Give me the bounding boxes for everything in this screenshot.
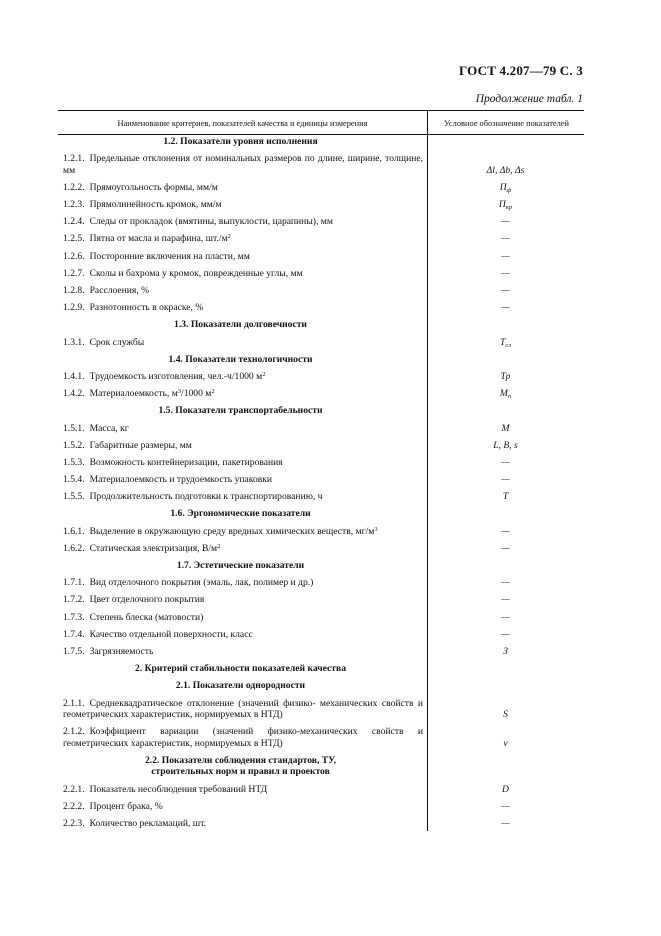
criterion-cell [58,629,427,641]
symbol-cell [427,233,584,245]
item-text: Прямоугольность формы, мм/м [89,181,218,193]
symbol-text: — [501,302,510,314]
symbol-text: S [503,709,508,720]
section-heading-row [58,319,584,331]
criterion-cell [58,543,427,555]
symbol-text: D [502,783,509,795]
table-row [58,612,584,624]
symbol-text: — [501,525,510,537]
item-number: 1.2.2. [63,181,85,193]
criterion-cell [58,784,427,796]
criterion-cell [58,302,427,314]
item-text: Разнотонность в окраске, % [89,302,204,314]
item-number: 1.2.4. [63,216,85,228]
table-top-rule [58,110,584,111]
criterion-cell [58,371,427,383]
item-text: Степень блеска (матовости) [89,611,204,623]
criterion-cell [58,457,427,469]
section-title-text: 1.5. Показатели транспортабельности [158,405,323,417]
section-title [58,136,427,148]
table-body [58,136,584,835]
symbol-text: М [501,422,510,434]
symbol-text: — [501,456,510,468]
symbol-cell [427,216,584,228]
symbol-cell [427,182,584,194]
item-text: Предельные отклонения от номинальных размеров по длине, ширине, толщине, мм [63,153,423,176]
symbol-text: Тр [500,370,511,382]
section-title [58,560,427,572]
criterion-cell [58,594,427,606]
table-row [58,153,584,176]
table-row [58,199,584,211]
section-heading-row [58,755,584,778]
item-text: Качество отдельной поверхности, класс [89,628,253,640]
table-row [58,784,584,796]
criterion-cell [58,612,427,624]
symbol-cell [427,577,584,589]
item-text: Расслоения, % [89,285,150,296]
table-row [58,337,584,349]
item-text: Возможность контейнеризации, пакетирования [89,456,283,468]
page-title: ГОСТ 4.207—79 С. 3 [458,63,583,78]
symbol-text: — [501,285,510,296]
symbol-cell [427,543,584,555]
symbol-cell [427,801,584,813]
criterion-cell [58,526,427,538]
table-row [58,216,584,228]
section-title-text: 1.7. Эстетические показатели [176,560,305,571]
symbol-cell [427,646,584,658]
item-number: 2.1.2. [63,726,85,738]
item-number: 1.5.1. [63,422,85,434]
section-title-text: 1.4. Показатели технологичности [168,353,313,365]
symbol-cell [427,784,584,796]
section-title-text: 2.2. Показатели соблюдения стандартов, ТУ, [144,754,337,766]
table-continuation-label: Продолжение табл. 1 [475,93,583,105]
item-text: Материалоемкость и трудоемкость упаковки [89,474,273,486]
item-number: 1.6.1. [63,525,85,537]
criterion-cell [58,818,427,830]
item-text: Прямолинейность кромок, мм/м [89,199,222,211]
section-heading-row [58,663,584,675]
item-text: Показатель несоблюдения требований НТД [89,783,268,795]
criterion-cell [58,216,427,228]
symbol-cell [427,268,584,280]
item-text: Материалоемкость, м [89,388,178,400]
table-row [58,474,584,486]
item-text: Трудоемкость изготовления, чел.-ч/1000 м [89,370,263,382]
item-number: 1.2.8. [63,285,85,296]
item-number: 2.2.2. [63,800,85,812]
item-number: 1.5.4. [63,474,85,486]
criterion-cell [58,285,427,297]
item-text: Срок службы [89,336,145,348]
table-row [58,594,584,606]
table-row [58,726,584,749]
item-number: 1.5.5. [63,491,85,503]
item-text: Процент брака, % [89,800,163,812]
symbol-text: — [501,233,510,245]
criterion-cell [58,268,427,280]
item-text: Количество рекламаций, шт. [89,817,207,829]
criterion-cell [58,199,427,211]
table-header-rule [58,134,584,135]
column-header-symbol: Условное обозначение показателей [444,119,569,128]
item-number: 1.5.3. [63,456,85,468]
symbol-cell [427,302,584,314]
symbol-text: — [501,817,510,829]
item-text: Пятна от масла и парафина, шт./м [89,233,228,245]
section-title [58,680,427,692]
symbol-cell [427,629,584,641]
section-title-text: 2. Критерий стабильности показателей качества [134,663,347,675]
symbol-text: Т [499,336,506,348]
criterion-cell [58,233,427,245]
item-text: Следы от прокладок (вмятины, выпуклости, царапины), мм [89,216,333,228]
item-text: Коэффициент вариации (значений физико-механических свойств и геометрических характеристик, нормируемых в НТД) [63,726,423,749]
item-number: 1.3.1. [63,336,85,348]
item-number: 1.2.7. [63,267,85,279]
section-title-text: 2.1. Показатели однородности [175,680,306,692]
unit-exponent: 2 [217,542,221,550]
symbol-text: — [501,800,510,812]
table-row [58,440,584,452]
item-text: Загрязняемость [89,645,154,657]
symbol-cell [427,474,584,486]
symbol-cell [427,491,584,503]
section-heading-row [58,354,584,366]
symbol-text: П [499,181,507,193]
section-title [58,354,427,366]
item-number: 1.2.9. [63,302,85,314]
item-number: 1.2.1. [63,153,85,165]
section-heading-row [58,405,584,417]
item-text: Габаритные размеры, мм [89,439,192,451]
item-number: 1.5.2. [63,439,85,451]
item-number: 1.6.2. [63,542,85,554]
item-text: Статическая электризация, В/м [89,542,218,554]
item-number: 1.2.6. [63,250,85,262]
criterion-cell [58,474,427,486]
table-row [58,388,584,400]
section-title-text: 1.6. Эргономические показатели [170,508,311,520]
symbol-cell [427,818,584,830]
symbol-cell [427,337,584,349]
symbol-cell [427,371,584,383]
symbol-cell [427,738,584,750]
table-row [58,543,584,555]
section-title [58,755,427,778]
table-row [58,371,584,383]
criterion-cell [58,577,427,589]
item-number: 1.2.5. [63,233,85,245]
section-heading-row [58,680,584,692]
criterion-cell [58,646,427,658]
symbol-subscript: кр [505,204,513,212]
item-text: Вид отделочного покрытия (эмаль, лак, полимер и др.) [89,577,314,589]
item-number: 2.1.1. [63,697,85,709]
symbol-text: — [501,267,510,279]
table-row [58,577,584,589]
symbol-cell [427,457,584,469]
table-row [58,698,584,721]
item-number: 2.2.3. [63,817,85,829]
item-text: Выделение в окружающую среду вредных химических веществ, мг/м [89,525,375,537]
table-row [58,646,584,658]
section-title-text-line2: строительных норм и правил и проектов [151,766,330,778]
table-row [58,818,584,830]
item-text: Посторонние включения на пласти, мм [89,250,250,262]
symbol-cell [427,526,584,538]
table-row [58,285,584,297]
table-row [58,491,584,503]
symbol-cell [427,285,584,297]
symbol-text: v [503,737,508,749]
criterion-cell [58,251,427,263]
item-text-suffix: /1000 м [181,388,212,400]
column-header-criteria: Наименование критериев, показателей качества и единицы измерения [117,119,368,128]
table-row [58,629,584,641]
section-title-text: 1.2. Показатели уровня исполнения [163,136,318,147]
item-text: Сколы и бахрома у кромок, поврежденные углы, мм [89,267,303,279]
item-text: Продолжительность подготовки к транспортированию, ч [89,491,323,503]
item-number: 1.4.2. [63,388,85,400]
symbol-cell [427,612,584,624]
item-text: Цвет отделочного покрытия [89,594,205,606]
symbol-text: L, B, s [493,439,518,451]
criterion-cell [58,801,427,813]
item-text: Масса, кг [89,422,129,434]
criterion-cell [58,423,427,435]
symbol-text: — [501,216,510,228]
symbol-cell [427,388,584,400]
section-title [58,663,427,675]
table-row [58,526,584,538]
symbol-text: Т [502,491,509,503]
section-heading-row [58,560,584,572]
symbol-text: З [503,645,508,657]
unit-exponent: 2 [211,388,215,396]
criterion-cell [58,698,427,721]
table-row [58,423,584,435]
section-heading-row [58,136,584,148]
symbol-cell [427,440,584,452]
table-row [58,182,584,194]
unit-exponent: 2 [227,233,231,241]
item-number: 1.4.1. [63,370,85,382]
section-title [58,319,427,331]
symbol-text: — [501,628,510,640]
item-number: 1.7.5. [63,645,85,657]
table-row [58,302,584,314]
table-row [58,457,584,469]
symbol-text: — [501,542,510,554]
symbol-cell [427,165,584,177]
unit-exponent: 2 [262,370,266,378]
item-number: 1.7.2. [63,594,85,606]
symbol-text: — [501,250,510,262]
symbol-text: Δl, Δb, Δs [486,164,525,176]
table-row [58,233,584,245]
symbol-cell [427,594,584,606]
item-number: 1.7.3. [63,611,85,623]
symbol-cell [427,199,584,211]
item-text: Среднеквадратическое отклонение (значений физико- механических свойств и геометрических характеристик, нормируемых в НТД) [63,697,423,720]
item-number: 1.7.4. [63,628,85,640]
unit-exponent: 3 [374,525,378,533]
table-row [58,801,584,813]
criterion-cell [58,388,427,400]
criterion-cell [58,440,427,452]
symbol-text: П [498,199,506,211]
symbol-cell [427,251,584,263]
symbol-subscript: п [507,393,512,401]
criterion-cell [58,182,427,194]
symbol-cell [427,423,584,435]
table-row [58,251,584,263]
symbol-cell [427,709,584,721]
symbol-text: — [501,577,510,589]
item-number: 1.2.3. [63,199,85,211]
symbol-text: М [499,388,508,400]
section-title-text: 1.3. Показатели долговечности [174,319,307,331]
symbol-text: — [501,474,510,486]
criterion-cell [58,153,427,176]
symbol-subscript: ф [506,186,512,194]
symbol-subscript: сл [505,341,512,349]
symbol-text: — [501,594,510,606]
criterion-cell [58,491,427,503]
section-title [58,508,427,520]
unit-exponent: 3 [177,388,182,396]
table-row [58,268,584,280]
item-number: 1.7.1. [63,577,85,589]
criterion-cell [58,726,427,749]
section-title [58,405,427,417]
criterion-cell [58,337,427,349]
item-number: 2.2.1. [63,783,85,795]
section-heading-row [58,508,584,520]
symbol-text: — [501,611,510,623]
